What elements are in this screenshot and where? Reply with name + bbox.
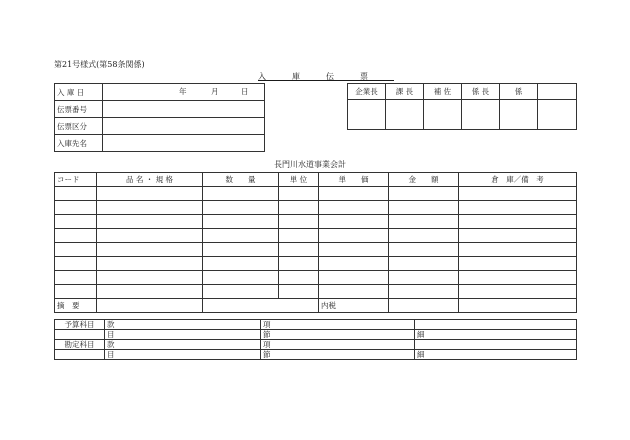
item-cell[interactable] [279,187,319,201]
item-cell[interactable] [55,201,97,215]
tax-label: 内税 [319,299,389,313]
item-cell[interactable] [459,271,577,285]
item-cell[interactable] [55,215,97,229]
item-cell[interactable] [279,257,319,271]
header-label-slip-type: 伝票区分 [55,118,103,135]
stamp-cell-blank[interactable] [538,100,577,130]
items-table [54,172,577,313]
account-col2-4: 節 [261,350,415,360]
account-group-blank-2 [55,350,105,360]
header-label-receiver: 入庫先名 [55,135,103,152]
item-cell[interactable] [389,285,459,299]
item-cell[interactable] [389,201,459,215]
item-cell[interactable] [319,187,389,201]
item-cell[interactable] [459,215,577,229]
header-row-slip-type [55,118,265,135]
items-header-row [55,173,577,187]
column-header-item-name: 品 名 ・ 規 格 [97,173,203,187]
item-row [55,201,577,215]
account-group-ledger: 勘定科目 [55,340,105,350]
item-cell[interactable] [203,285,279,299]
account-row-1 [55,320,577,330]
approval-header-row [348,84,577,100]
approval-header-subsection-chief: 係 長 [462,84,500,100]
column-header-amount: 金 額 [389,173,459,187]
item-row [55,257,577,271]
header-row-date [55,84,265,101]
item-cell[interactable] [279,271,319,285]
item-cell[interactable] [389,215,459,229]
approval-header-staff: 係 [500,84,538,100]
item-cell[interactable] [97,271,203,285]
account-col3-1 [415,320,577,330]
header-label-date: 入 庫 日 [55,84,103,101]
item-cell[interactable] [389,243,459,257]
item-cell[interactable] [55,243,97,257]
item-cell[interactable] [203,215,279,229]
item-cell[interactable] [203,187,279,201]
item-cell[interactable] [389,257,459,271]
item-cell[interactable] [55,187,97,201]
item-cell[interactable] [203,201,279,215]
header-label-slip-number: 伝票番号 [55,101,103,118]
item-cell[interactable] [203,229,279,243]
form-label: 第21号様式(第58条関係) [54,60,145,69]
item-row [55,285,577,299]
item-cell[interactable] [389,271,459,285]
item-cell[interactable] [459,257,577,271]
item-cell[interactable] [389,229,459,243]
account-col2-2: 節 [261,330,415,340]
item-cell[interactable] [459,243,577,257]
stamp-cell-section-chief[interactable] [386,100,424,130]
item-row [55,215,577,229]
approval-header-assistant: 補 佐 [424,84,462,100]
summary-field[interactable] [97,299,203,313]
account-sub-3: 款 [105,340,261,350]
item-row [55,187,577,201]
column-header-unit-price: 単 価 [319,173,389,187]
item-row [55,271,577,285]
item-cell[interactable] [55,285,97,299]
item-row [55,243,577,257]
approval-header-section-chief: 課 長 [386,84,424,100]
item-cell[interactable] [459,229,577,243]
column-header-unit: 単 位 [279,173,319,187]
item-cell[interactable] [279,201,319,215]
item-cell[interactable] [97,257,203,271]
account-sub-1: 款 [105,320,261,330]
account-table [54,319,577,360]
item-cell[interactable] [203,243,279,257]
stamp-cell-assistant[interactable] [424,100,462,130]
tax-amount-field[interactable] [389,299,459,313]
item-cell[interactable] [319,243,389,257]
item-cell[interactable] [97,229,203,243]
item-cell[interactable] [459,201,577,215]
item-cell[interactable] [389,187,459,201]
account-sub-2: 目 [105,330,261,340]
slip-number-field[interactable] [103,101,265,118]
column-header-warehouse-remarks: 倉 庫／備 考 [459,173,577,187]
account-group-budget: 予算科目 [55,320,105,330]
item-cell[interactable] [279,229,319,243]
header-row-receiver [55,135,265,152]
account-col3-3 [415,340,577,350]
account-col3-2: 細 [415,330,577,340]
header-fields-table [54,83,265,152]
item-cell[interactable] [97,215,203,229]
stamp-cell-president[interactable] [348,100,386,130]
item-cell[interactable] [97,201,203,215]
account-row-2 [55,330,577,340]
item-cell[interactable] [203,271,279,285]
column-header-code: コード [55,173,97,187]
approval-table [347,83,577,130]
item-cell[interactable] [97,285,203,299]
item-cell[interactable] [319,215,389,229]
receiver-field[interactable] [103,135,265,152]
item-cell[interactable] [97,187,203,201]
account-col2-3: 項 [261,340,415,350]
item-cell[interactable] [459,285,577,299]
item-cell[interactable] [279,285,319,299]
account-group-blank-1 [55,330,105,340]
item-rows [55,187,577,299]
stamp-cell-subsection-chief[interactable] [462,100,500,130]
account-col3-4: 細 [415,350,577,360]
item-cell[interactable] [459,187,577,201]
summary-field-2[interactable] [203,299,319,313]
summary-label: 摘 要 [55,299,97,313]
organization-name: 長門川水道事業会計 [274,160,346,169]
item-cell[interactable] [319,271,389,285]
approval-stamp-row [348,100,577,130]
item-cell[interactable] [279,215,319,229]
month-label: 月 [211,87,219,96]
item-cell[interactable] [319,201,389,215]
item-cell[interactable] [55,229,97,243]
account-col2-1: 項 [261,320,415,330]
account-row-4 [55,350,577,360]
account-row-3 [55,340,577,350]
item-cell[interactable] [97,243,203,257]
day-label: 日 [241,87,249,96]
account-sub-4: 目 [105,350,261,360]
date-field[interactable] [103,84,265,101]
item-cell[interactable] [319,257,389,271]
item-row [55,229,577,243]
item-cell[interactable] [319,285,389,299]
page-title: 入庫伝票 [258,72,394,81]
slip-type-field[interactable] [103,118,265,135]
year-label: 年 [179,87,187,96]
item-cell[interactable] [319,229,389,243]
approval-header-president: 企業長 [348,84,386,100]
footer-remarks-field[interactable] [459,299,577,313]
item-cell[interactable] [279,243,319,257]
stamp-cell-staff[interactable] [500,100,538,130]
item-cell[interactable] [203,257,279,271]
header-row-slip-number [55,101,265,118]
approval-header-blank [538,84,577,100]
item-cell[interactable] [55,271,97,285]
column-header-quantity: 数 量 [203,173,279,187]
item-cell[interactable] [55,257,97,271]
items-footer-row [55,299,577,313]
